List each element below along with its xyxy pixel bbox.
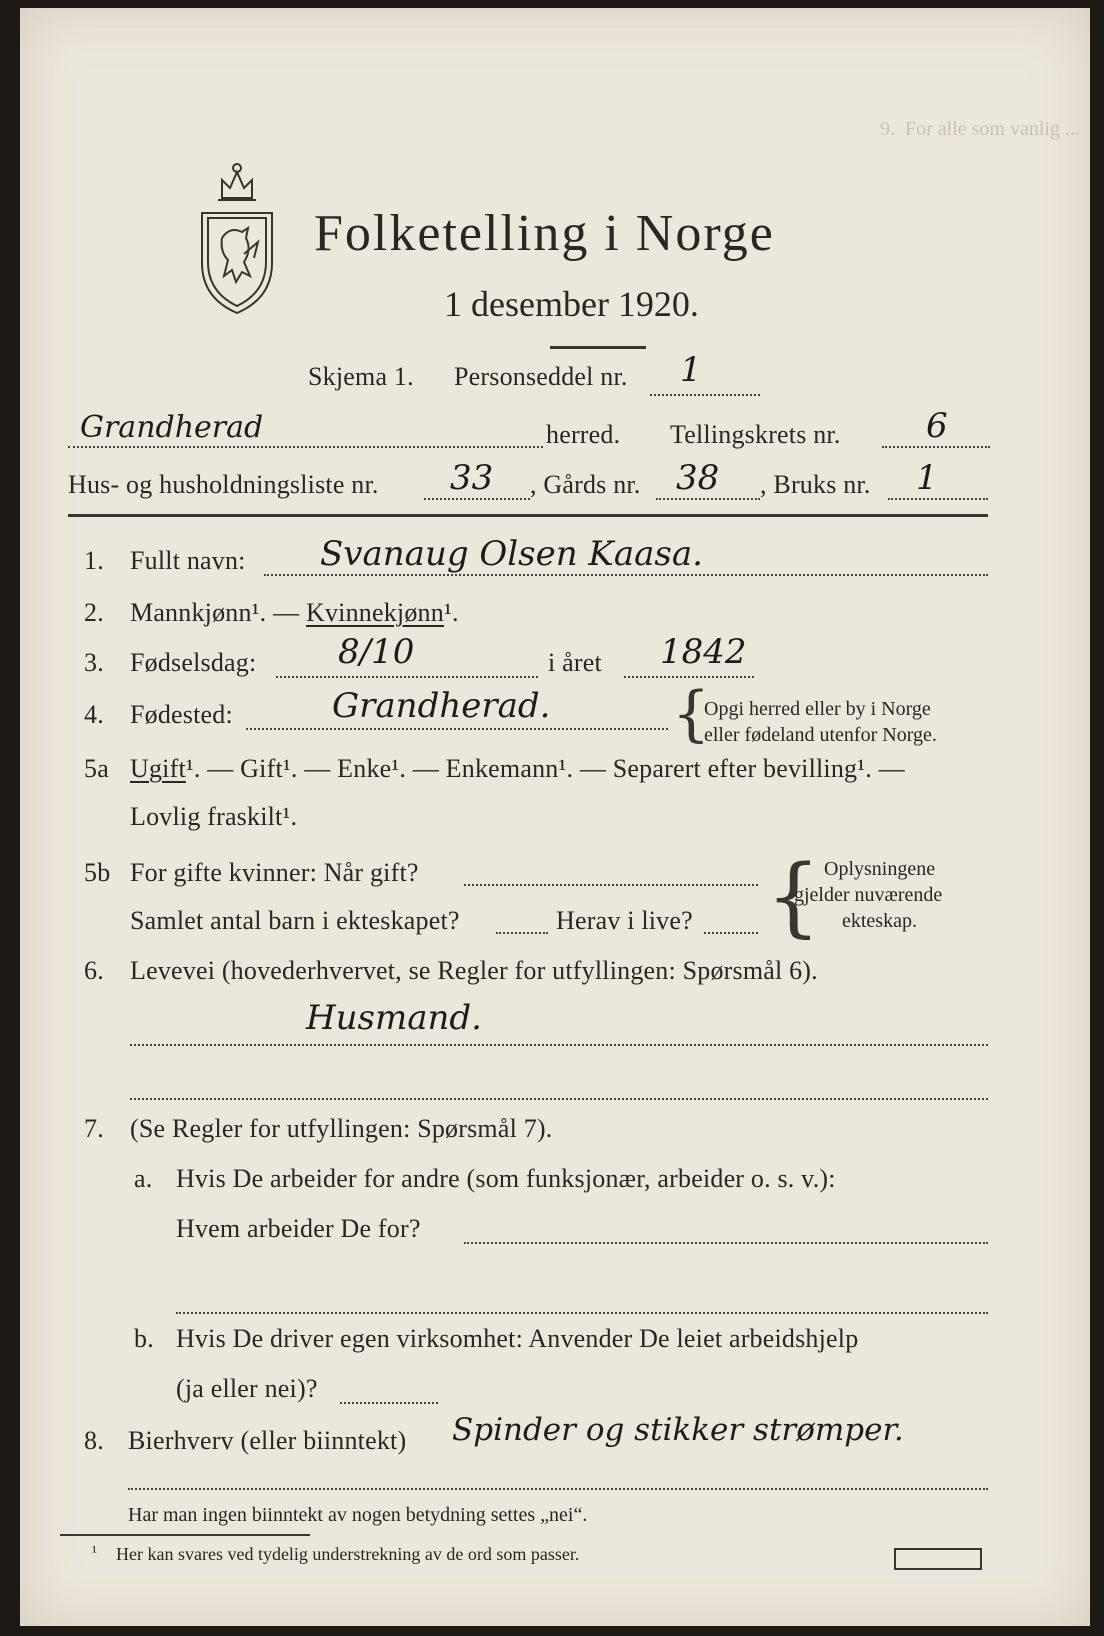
q1-label: Fullt navn: (130, 546, 246, 575)
q7a-line2: Hvem arbeider De for? (176, 1214, 421, 1243)
q3-number: 3. (84, 648, 104, 677)
q4-number: 4. (84, 700, 104, 729)
q5a-options: ¹. — Gift¹. — Enke¹. — Enkemann¹. — Separert efter bevilling¹. — (185, 754, 905, 783)
personseddel-label: Personseddel nr. (454, 362, 628, 391)
q6-line1 (130, 1044, 988, 1046)
q6-number: 6. (84, 956, 104, 985)
q7a-line1: Hvis De arbeider for andre (som funksjonær, arbeider o. s. v.): (176, 1164, 836, 1193)
q5b-line1-dots (464, 884, 758, 886)
husholdning-value: 33 (450, 458, 494, 498)
q3-year: 1842 (660, 632, 747, 672)
q8-number: 8. (84, 1426, 104, 1455)
q7b-line2-dots (340, 1402, 438, 1404)
q7b-line2: (ja eller nei)? (176, 1374, 318, 1403)
footnote-mark: ¹ (92, 1544, 97, 1561)
form-title: Folketelling i Norge (314, 205, 775, 262)
q3-year-label: i året (548, 648, 602, 677)
header-separator (68, 514, 988, 517)
husholdning-label: Hus- og husholdningsliste nr. (68, 470, 379, 499)
q8-line (128, 1488, 988, 1490)
q3-label: Fødselsdag: (130, 648, 257, 677)
q5b-line2a-dots (496, 932, 548, 934)
q4-brace: { (672, 679, 711, 749)
q7a-number: a. (134, 1164, 153, 1193)
q3-birthday: 8/10 (338, 632, 415, 672)
q7a-line2-dots (464, 1242, 988, 1244)
q6-label: Levevei (hovederhvervet, se Regler for utfyllingen: Spørsmål 6). (130, 956, 818, 985)
gards-line (656, 498, 760, 500)
q8-label: Bierhverv (eller biinntekt) (128, 1426, 407, 1455)
q1-line (264, 574, 988, 576)
q7b-number: b. (134, 1324, 154, 1353)
q5b-line2b: Herav i live? (556, 906, 693, 935)
q2-suffix: ¹. (443, 598, 459, 627)
personseddel-line (650, 394, 760, 396)
q7a-line3-dots (176, 1312, 988, 1314)
q5a-line2: Lovlig fraskilt¹. (130, 802, 298, 831)
herred-line (68, 446, 543, 448)
skjema-label: Skjema 1. (308, 362, 414, 391)
husholdning-line (424, 498, 530, 500)
q3-line (276, 676, 538, 678)
q1-full-name: Svanaug Olsen Kaasa. (320, 534, 703, 574)
q5b-line2b-dots (704, 932, 758, 934)
gards-label: , Gårds nr. (530, 470, 641, 499)
q4-note-line2: eller fødeland utenfor Norge. (704, 724, 937, 746)
q4-note-line1: Opgi herred eller by i Norge (704, 698, 931, 720)
q5b-number: 5b (84, 858, 111, 887)
q7b-line1: Hvis De driver egen virksomhet: Anvender De leiet arbeidshjelp (176, 1324, 859, 1353)
footnote-rule (60, 1534, 310, 1536)
title-rule (550, 346, 646, 349)
norwegian-coat-of-arms-icon (192, 158, 282, 318)
tellingskrets-line (882, 446, 990, 448)
q8-side-income: Spinder og stikker strømper. (452, 1412, 904, 1448)
q5b-note3: ekteskap. (842, 910, 917, 932)
printer-stamp (894, 1548, 982, 1570)
q3-year-line (624, 676, 754, 678)
q7-number: 7. (84, 1114, 104, 1143)
q5a-number: 5a (84, 754, 109, 783)
q5a-label (130, 754, 905, 784)
q2-mannkjonn: Mannkjønn¹. — (130, 598, 306, 627)
q5b-line2a: Samlet antal barn i ekteskapet? (130, 906, 460, 935)
herred-label: herred. (546, 420, 621, 449)
tellingskrets-label: Tellingskrets nr. (670, 420, 841, 449)
q4-birthplace: Grandherad. (332, 686, 551, 726)
q5b-line1: For gifte kvinner: Når gift? (130, 858, 419, 887)
q5b-note1: Oplysningene (824, 858, 936, 880)
q5a-ugift-underlined: Ugift (130, 754, 186, 783)
gards-value: 38 (676, 458, 720, 498)
census-date: 1 desember 1920. (444, 284, 699, 324)
bruks-label: , Bruks nr. (760, 470, 871, 499)
q4-line (246, 728, 668, 730)
q1-number: 1. (84, 546, 104, 575)
q6-occupation: Husmand. (306, 998, 482, 1038)
q2-number: 2. (84, 598, 104, 627)
bruks-value: 1 (916, 458, 938, 498)
q2-label (130, 598, 459, 628)
q7-label: (Se Regler for utfyllingen: Spørsmål 7). (130, 1114, 553, 1143)
personseddel-value: 1 (680, 350, 702, 390)
q4-label: Fødested: (130, 700, 233, 729)
census-form-page (20, 8, 1090, 1626)
herred-value: Grandherad (80, 410, 264, 445)
q6-line2 (130, 1098, 988, 1100)
q5b-note2: gjelder nuværende (794, 884, 943, 906)
tellingskrets-value: 6 (926, 406, 948, 446)
q2-kvinnekjonn-underlined: Kvinnekjønn (305, 598, 444, 627)
bruks-line (888, 498, 988, 500)
footnote-text: Her kan svares ved tydelig understrekning av de ord som passer. (116, 1544, 580, 1564)
q5b-brace: { (766, 847, 821, 947)
biinntekt-note: Har man ingen biinntekt av nogen betydning settes „nei“. (128, 1504, 588, 1526)
bleed-through: 9. For alle som vanlig ... (880, 118, 1080, 140)
